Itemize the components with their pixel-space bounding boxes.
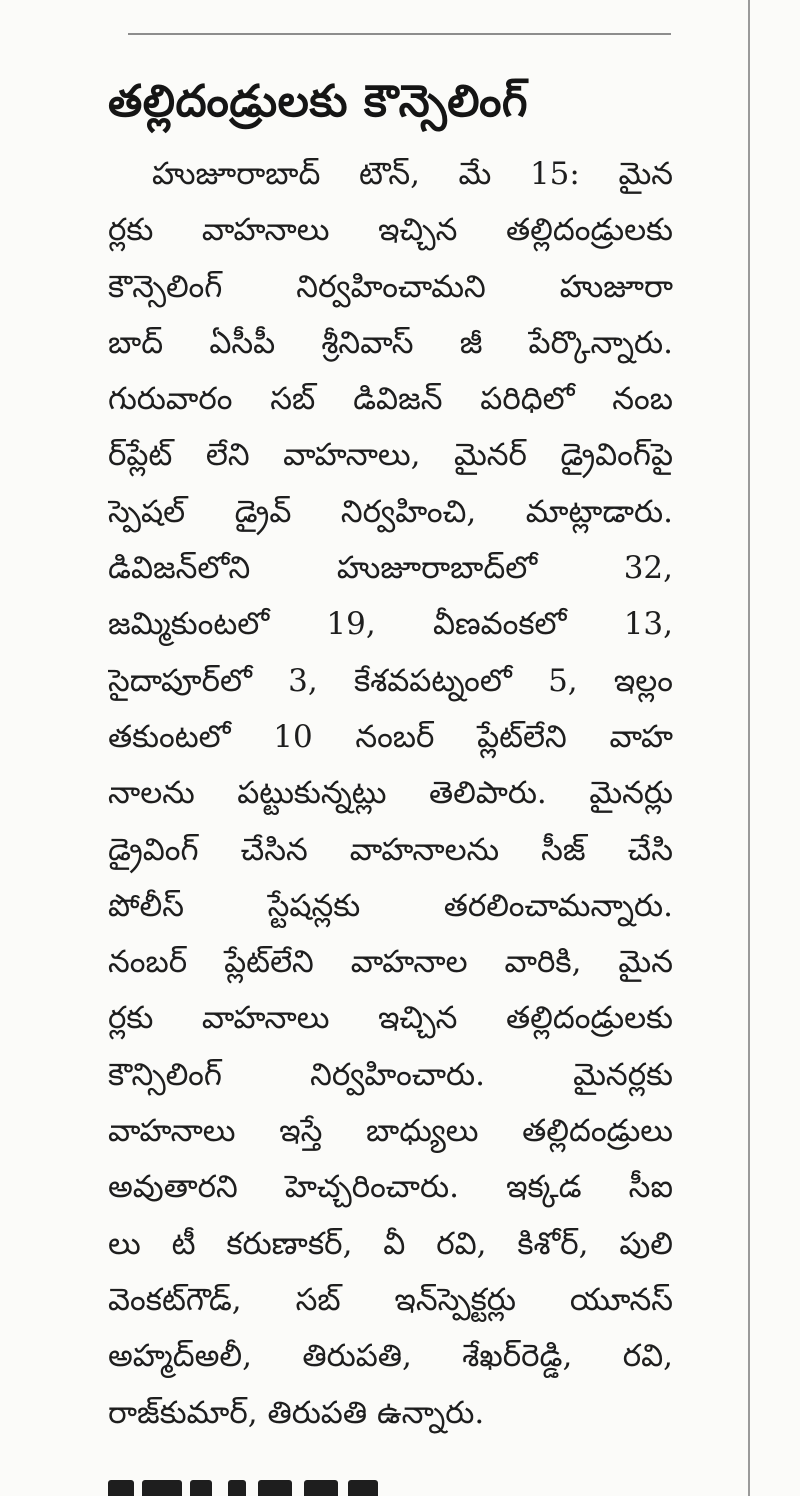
article-body xyxy=(108,146,673,1441)
article-line: రాజ్‌కుమార్, తిరుపతి ఉన్నారు. xyxy=(108,1394,485,1431)
article-line: బాద్ ఏసీపీ శ్రీనివాస్ జీ పేర్కొన్నారు. xyxy=(108,324,673,361)
article-line: గురువారం సబ్ డివిజన్ పరిధిలో నంబ xyxy=(108,381,673,418)
article-line: అహ్మద్‌అలీ, తిరుపతి, శేఖర్‌రెడ్డి, రవి, xyxy=(108,1338,673,1375)
article-line: కౌన్సిలింగ్ నిర్వహించారు. మైనర్లకు xyxy=(108,1056,673,1093)
article-line: తకుంటలో 10 నంబర్ ప్లేట్‌లేని వాహ xyxy=(108,718,673,755)
article-line: హుజూరాబాద్ టౌన్, మే 15: మైన xyxy=(152,156,673,192)
article-line: జమ్మికుంటలో 19, వీణవంకలో 13, xyxy=(108,606,673,643)
article-line: లు టీ కరుణాకర్, వీ రవి, కిశోర్, పులి xyxy=(108,1225,673,1262)
top-rule xyxy=(128,33,671,35)
article-line: ర్లకు వాహనాలు ఇచ్చిన తల్లిదండ్రులకు xyxy=(108,1000,673,1037)
article-line: ర్‌ప్లేట్ లేని వాహనాలు, మైనర్ డ్రైవింగ్‌పై xyxy=(108,437,673,474)
article-line: కౌన్సెలింగ్ నిర్వహించామని హుజూరా xyxy=(108,268,673,305)
article-line: పోలీస్ స్టేషన్లకు తరలించామన్నారు. xyxy=(108,887,673,924)
article-line: నాలను పట్టుకున్నట్లు తెలిపారు. మైనర్లు xyxy=(108,775,673,812)
article-line: డ్రైవింగ్ చేసిన వాహనాలను సీజ్ చేసి xyxy=(108,831,673,868)
article-line: నంబర్ ప్లేట్‌లేని వాహనాల వారికి, మైన xyxy=(108,944,673,981)
article-line: వాహనాలు ఇస్తే బాధ్యులు తల్లిదండ్రులు xyxy=(108,1113,673,1150)
next-article-headline-fragment xyxy=(108,1470,408,1496)
news-article xyxy=(108,62,673,1441)
article-line: వెంకట్‌గౌడ్, సబ్ ఇన్‌స్పెక్టర్లు యూనస్ xyxy=(108,1281,673,1318)
article-line: ర్లకు వాహనాలు ఇచ్చిన తల్లిదండ్రులకు xyxy=(108,212,673,249)
article-line: సైదాపూర్‌లో 3, కేశవపట్నంలో 5, ఇల్లం xyxy=(108,662,673,699)
article-headline: తల్లిదండ్రులకు కౌన్సెలింగ్ xyxy=(108,76,529,127)
article-line: స్పెషల్ డ్రైవ్ నిర్వహించి, మాట్లాడారు. xyxy=(108,493,673,530)
article-line: అవుతారని హెచ్చరించారు. ఇక్కడ సీఐ xyxy=(108,1169,673,1206)
article-line: డివిజన్‌లోని హుజూరాబాద్‌లో 32, xyxy=(108,550,673,587)
column-divider xyxy=(748,0,750,1496)
